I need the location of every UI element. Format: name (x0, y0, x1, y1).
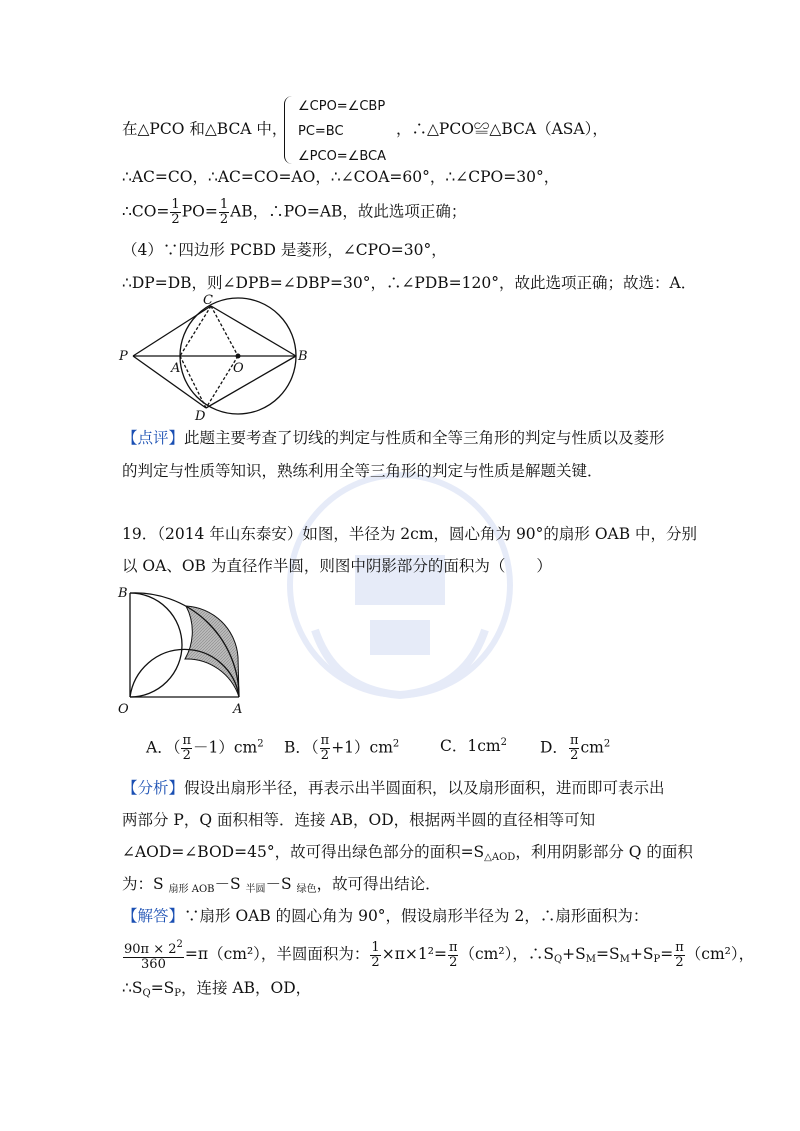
solution-tag: 【解答】 (122, 907, 185, 925)
label-P: P (119, 349, 128, 364)
condition-system (298, 94, 386, 169)
system-brace (284, 96, 295, 164)
condition-1: ∠CPO=∠CBP (298, 99, 386, 114)
line4: （4）∵四边形 PCBD 是菱形，∠CPO=30°， (122, 241, 447, 259)
comment-line1: 【点评】此题主要考查了切线的判定与性质和全等三角形的判定与性质以及菱形 (122, 429, 665, 447)
solution-line3: $\therefore S_Q=S_P$，连接 AB，OD， (122, 979, 312, 999)
analysis-line2: 两部分 P，Q 面积相等．连接 AB，OD，根据两半圆的直径相等可知 (122, 811, 596, 829)
sector-area-fraction: $\frac{90\pi \times 2^2}{360}$ (124, 939, 183, 972)
line1-prefix: 在△PCO 和△BCA 中， (122, 120, 288, 138)
fraction-half: $\frac{1}{2}$ (219, 197, 229, 227)
watermark-emblem (275, 460, 525, 710)
label-A: A (171, 361, 181, 376)
label-O: O (118, 702, 129, 717)
congruence-line (122, 119, 287, 139)
label-D: D (195, 409, 206, 422)
condition-2: PC=BC (298, 124, 344, 139)
option-d[interactable]: D． $\frac{\pi}{2}$ $cm^2$ (540, 733, 611, 763)
line2: ∴AC=CO，∴AC=CO=AO，∴∠COA=60°，∴∠CPO=30°， (122, 168, 560, 186)
label-C: C (203, 293, 213, 308)
condition-3: ∠PCO=∠BCA (298, 149, 387, 164)
label-B: B (298, 349, 308, 364)
label-O: O (233, 361, 244, 376)
fraction-half: $\frac{1}{2}$ (171, 197, 180, 227)
comment-line2: 的判定与性质等知识，熟练利用全等三角形的判定与性质是解题关键． (122, 462, 603, 480)
comment-tag: 【点评】 (122, 429, 185, 447)
label-A: A (233, 702, 243, 717)
option-b[interactable]: B．（ $\frac{\pi}{2}$ $+1)cm^2$ (284, 733, 400, 763)
line3: ∴CO= $\frac{1}{2}$ PO= $\frac{1}{2}$ AB，∴PO=AB，故此选项正确； (122, 197, 467, 227)
analysis-line1: 【分析】假设出扇形半径，再表示出半圆面积，以及扇形面积，进而即可表示出 (122, 779, 665, 797)
line5: ∴DP=DB，则∠DPB=∠DBP=30°，∴∠PDB=120°，故此选项正确；故选：A． (122, 274, 697, 292)
analysis-line4: 为：S $_{扇形 AOB}$－S $_{半圆}$－S $_{绿色}$，故可得出结论． (122, 875, 441, 895)
question19-line1: 19．（2014 年山东泰安）如图，半径为 2cm，圆心角为 90°的扇形 OAB 中，分别 (122, 525, 698, 543)
option-a[interactable]: A．（ $\frac{\pi}{2}$ $-1)cm^2$ (146, 733, 264, 763)
solution-line1: 【解答】∵扇形 OAB 的圆心角为 90°，假设扇形半径为 2，∴扇形面积为： (122, 907, 649, 925)
label-B: B (118, 586, 128, 601)
rhombus-circle-figure (115, 292, 325, 422)
analysis-line3: ∠AOD=∠BOD=45°，故可得出绿色部分的面积$=S_{\triangle AOD}$，利用阴影部分 Q 的面积 (122, 843, 693, 863)
sector-figure (115, 585, 255, 720)
option-c[interactable]: C．$1cm^2$ (440, 737, 507, 755)
question19-line2: 以 OA、OB 为直径作半圆，则图中阴影部分的面积为（ ） (122, 557, 552, 575)
solution-line2: $\frac{90\pi \times 2^2}{360}$ =π（cm²），半圆面积为： $\frac{1}{2}$ ×π×1²= $\frac{\pi}{2}$ （cm²），$\therefore S_Q+S_M=S_M+S_P=$ $\frac{\pi}{2}$ （cm²）， (124, 939, 755, 972)
line1-conclusion: ，∴△PCO≌△BCA（ASA）， (396, 120, 608, 138)
analysis-tag: 【分析】 (122, 779, 185, 797)
